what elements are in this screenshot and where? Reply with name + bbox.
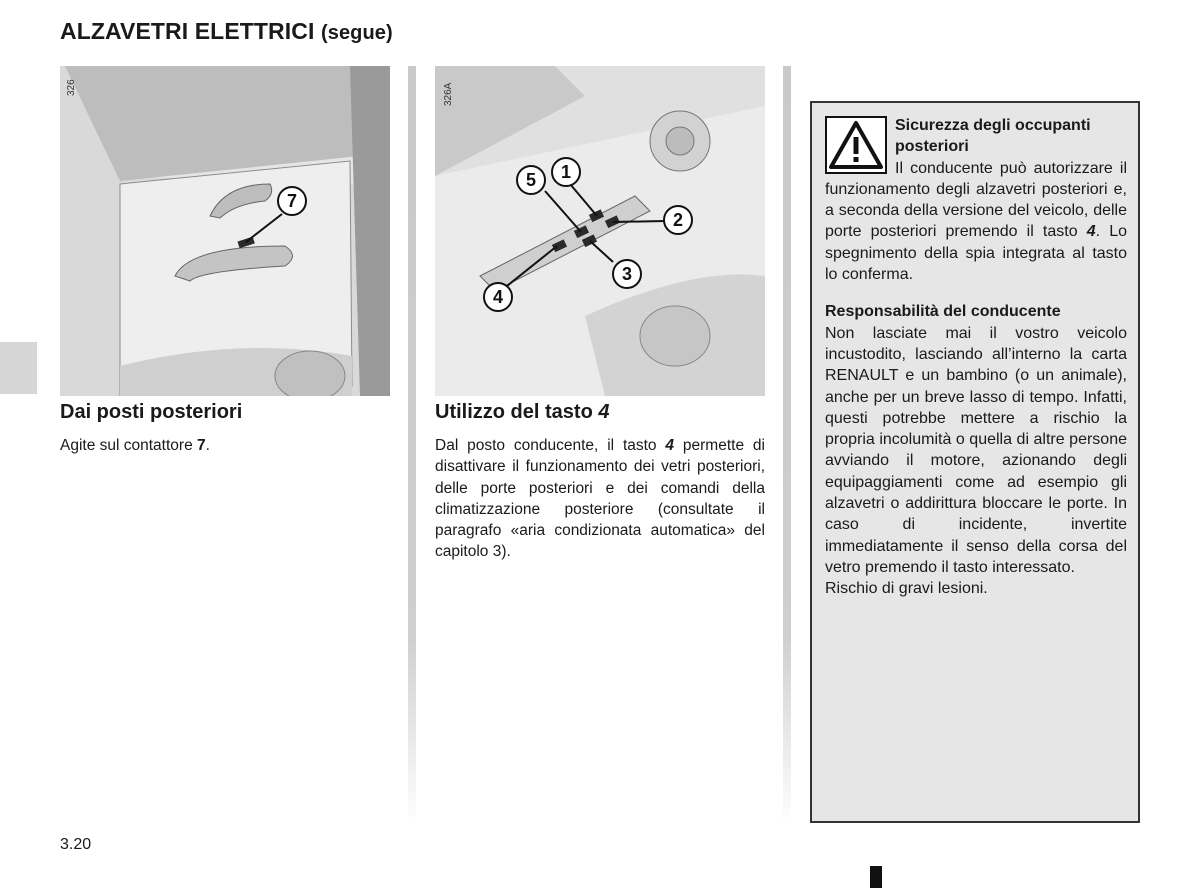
figure-rear-door (60, 66, 390, 396)
heading-button-4: Utilizzo del tasto 4 (435, 401, 610, 423)
callout-1: 1 (551, 157, 581, 187)
page-title (60, 18, 393, 45)
figure-code: 326 (66, 79, 77, 96)
page-title-suffix: (segue) (320, 22, 393, 44)
heading-rear-seats: Dai posti posteriori (60, 401, 243, 423)
warning-triangle-icon (825, 116, 887, 174)
warning-paragraph-responsibility: Non lasciate mai il vostro veicolo incustodito, lasciando all’interno la carta RENAULT e un bambino (o un animale), anche per un breve lasso di tempo. Infatti, questi potrebbe mettere a rischio la propria incolumità o quella di altre persone avviando il motore, azionando degli equipaggiamenti come ad esempio gli alzavetri o addirittura bloccare le porte. In caso di incidente, invertite immediatamente il senso della corsa del vetro premendo il tasto interessato. (825, 324, 1127, 576)
paragraph-rear-seats: Agite sul contattore 7. (60, 437, 210, 454)
chapter-tab (0, 342, 37, 394)
page-number: 3.20 (60, 836, 92, 853)
callout-7: 7 (277, 186, 307, 216)
page-title-text: ALZAVETRI ELETTRICI (60, 18, 315, 44)
callout-5: 5 (516, 165, 546, 195)
warning-title: Sicurezza degli occupanti posteriori (895, 117, 1091, 156)
driver-door-controls-illustration (435, 66, 765, 396)
warning-paragraph-risk: Rischio di gravi lesioni. (825, 580, 988, 598)
figure-driver-controls (435, 66, 765, 396)
figure-code: 326A (443, 82, 454, 106)
warning-paragraph-authorize: Il conducente può autorizzare il funzionamento degli alzavetri posteriori e, a seconda della versione del veicolo, delle porte posteriori premendo il tasto 4. Lo spegnimento della spia integrata al tasto lo conferma. (825, 159, 1128, 284)
column-divider-right (783, 66, 791, 826)
safety-warning-box (810, 101, 1140, 823)
callout-2: 2 (663, 205, 693, 235)
warning-subheading: Responsabilità del conducente (825, 303, 1061, 321)
callout-3: 3 (612, 259, 642, 289)
end-of-section-mark (870, 866, 882, 888)
column-divider-left (408, 66, 416, 826)
rear-door-illustration (60, 66, 390, 396)
paragraph-button-4: Dal posto conducente, il tasto 4 permette di disattivare il funzionamento dei vetri posteriori, delle porte posteriori e dei comandi della climatizzazione posteriore (consultate il paragrafo «aria condizionata automatica» del capitolo 3). (435, 437, 765, 561)
callout-4: 4 (483, 282, 513, 312)
